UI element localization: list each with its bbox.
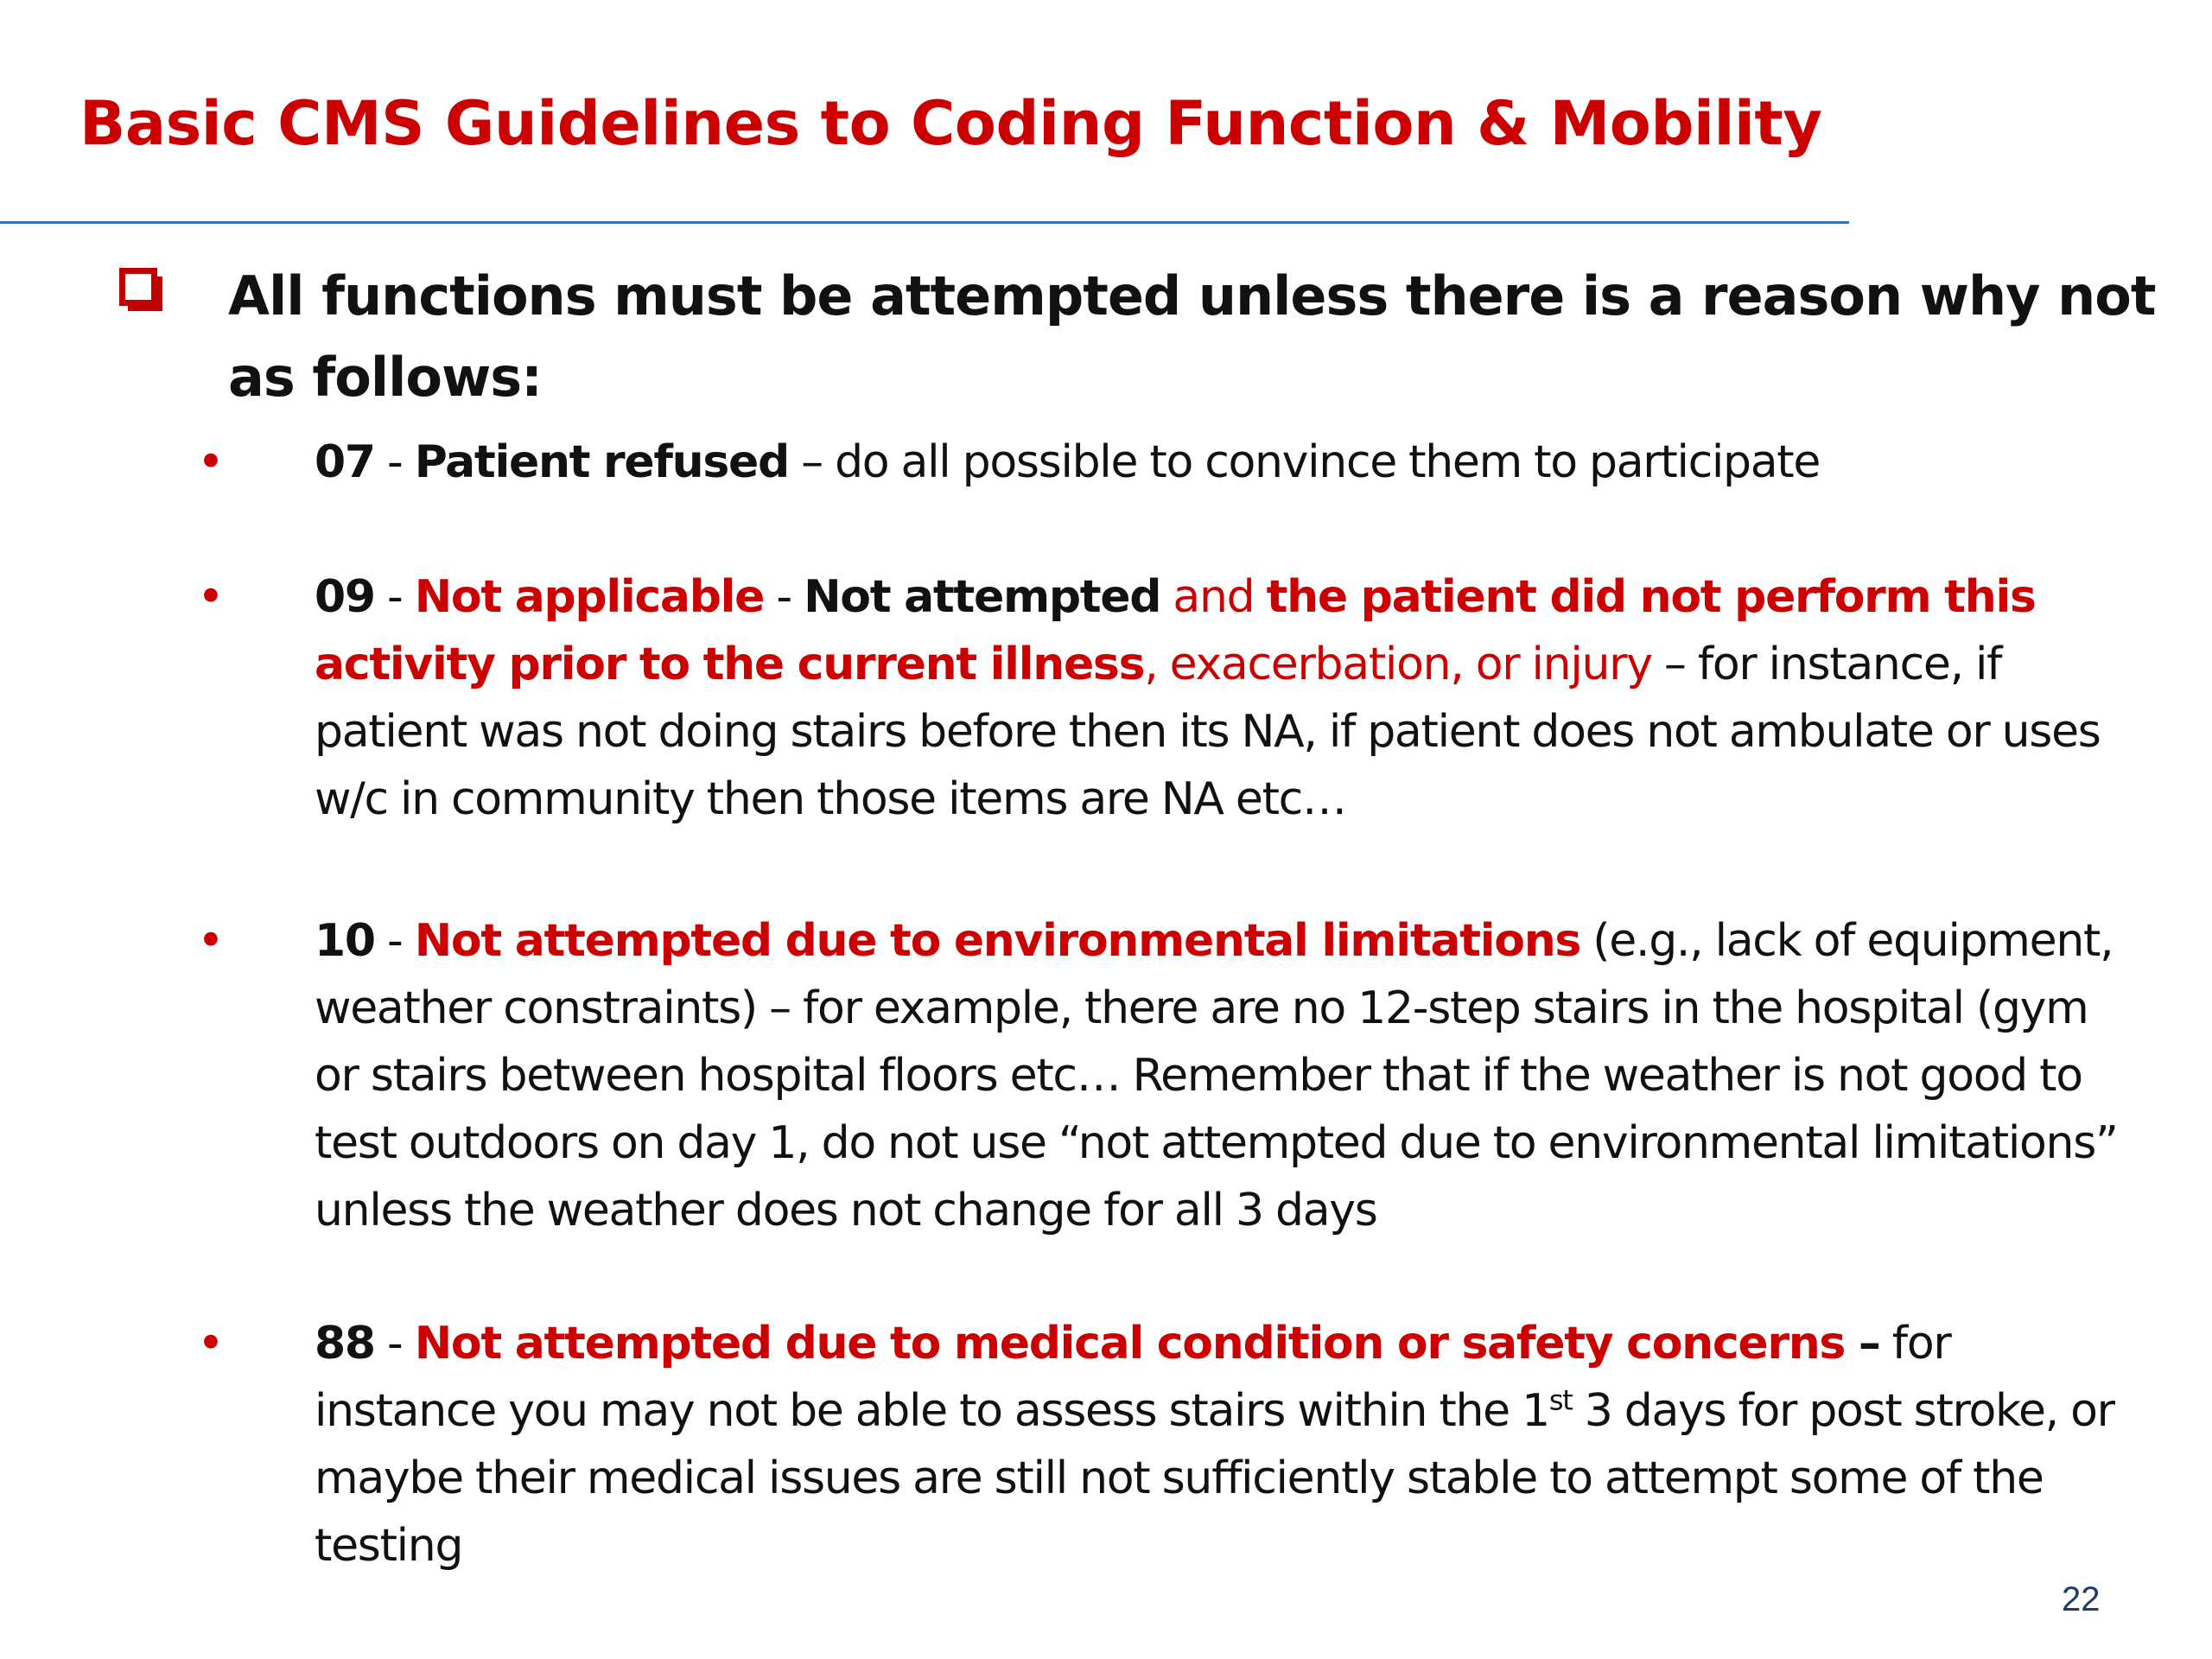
bullet-icon: •	[197, 913, 225, 968]
intro-text: All functions must be attempted unless there is a reason why not as follows:	[228, 264, 2156, 409]
item-conjunction: and	[1160, 571, 1267, 623]
item-separator: -	[374, 1318, 415, 1370]
item-label: Not applicable	[414, 571, 765, 623]
item-label-tertiary: the patient did not perform this activity prior to the current illness	[315, 571, 2036, 690]
item-description: (e.g., lack of equipment, weather constraints) – for example, there are no 12-step stairs in the hospital (gym or stairs between hospital floors etc… Remember that if the weather is not good to test outdoors on day 1, do not use “not attempted due to environmental limitations” unless the weather does not change for all 3 days	[315, 915, 2118, 1236]
title-divider	[0, 221, 1849, 224]
item-code: 07	[315, 436, 375, 488]
item-description-continued: 3 days for post stroke, or maybe their medical issues are still not sufficiently stable to attempt some of the testing	[315, 1385, 2114, 1572]
list-item-text	[315, 1310, 2120, 1580]
ordinal-suffix: st	[1548, 1383, 1573, 1417]
list-item-text	[315, 429, 2120, 496]
item-code: 09	[315, 571, 375, 623]
bullet-icon: •	[197, 1316, 225, 1370]
item-description: for instance you may not be able to assess stairs within the 1	[315, 1318, 1951, 1437]
item-label: Patient refused	[414, 436, 789, 488]
item-description: – do all possible to convince them to participate	[788, 436, 1821, 488]
item-label: Not attempted due to environmental limitations	[414, 915, 1581, 967]
bullet-icon: •	[197, 569, 225, 624]
checkbox-icon	[119, 268, 157, 306]
item-separator: -	[374, 436, 415, 488]
item-description: – for instance, if patient was not doing stairs before then its NA, if patient does not ambulate or uses w/c in community then those items are NA etc…	[315, 639, 2101, 825]
item-code: 88	[315, 1318, 375, 1370]
item-code: 10	[315, 915, 375, 967]
item-label-secondary: Not attempted	[804, 571, 1161, 623]
list-item-text	[315, 563, 2120, 833]
item-red-text: , exacerbation, or injury	[1144, 639, 1652, 690]
item-separator: -	[764, 571, 804, 623]
item-separator: -	[374, 571, 415, 623]
page-number: 22	[2062, 1580, 2101, 1618]
bullet-icon: •	[197, 435, 225, 489]
item-dash: –	[1845, 1318, 1880, 1370]
slide-title: Basic CMS Guidelines to Coding Function & Mobility	[79, 88, 1822, 159]
item-separator: -	[374, 915, 415, 967]
item-label: Not attempted due to medical condition or safety concerns	[414, 1318, 1846, 1370]
list-item-text	[315, 907, 2120, 1244]
